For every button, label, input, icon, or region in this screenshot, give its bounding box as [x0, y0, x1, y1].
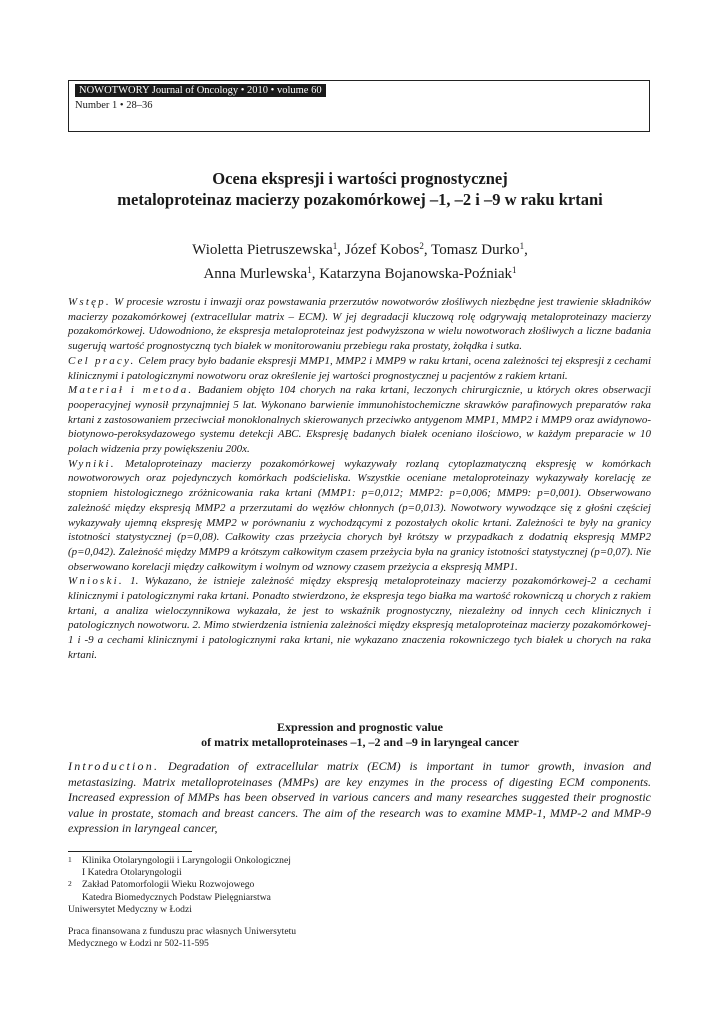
funding-line: Praca finansowana z funduszu prac własnych Uniwersytetu [68, 926, 297, 937]
authors [60, 236, 660, 284]
abstract-pl [68, 295, 651, 663]
title-line-2: metaloproteinaz macierzy pozakomórkowej –1, –2 i –9 w raku krtani [117, 190, 603, 209]
section-label: Wnioski. [68, 575, 124, 588]
authors-line-2: Anna Murlewska$^1$, Katarzyna Bojanowska-Poźniak$^1$ [203, 265, 517, 282]
section-text: Celem pracy było badanie ekspresji MMP1, MMP2 i MMP9 w raku krtani, ocena zależności tej ekspresji z cechami klinicznymi i patologicznymi nowotworu oraz określenie jej wartości prognostycznej u pacjentów z rakiem krtani. [68, 354, 652, 382]
footnote-line: Zakład Patomorfologii Wieku Rozwojowego [82, 879, 255, 891]
footnotes [68, 855, 388, 916]
abstract-section-wyniki [68, 457, 651, 575]
abstract-en [68, 759, 651, 837]
journal-name: NOWOTWORY Journal of Oncology • 2010 • volume 60 [75, 84, 326, 97]
footnote-line: Klinika Otolaryngologii i Laryngologii Onkologicznej [82, 855, 291, 866]
section-text: Badaniem objęto 104 chorych na raka krtani, leczonych chirurgicznie, u których okres obserwacji pooperacyjnej wynosił przynajmniej 5 lat. Wykonano barwienie immunohistochemiczne skrawków parafinowych preparatów raka krtani z zastosowaniem przeciwciał monoklonalnych skierowanych przeciwko antygenom MMP1, MMP2 i MMP9 oraz awidynowo-biotynowo-peroksydazowego systemu detekcji ABC. Ekspresję badanych białek oceniano ilościowo, w każdym preparacie w 10 polach widzenia przy powiększeniu 200x. [68, 384, 651, 456]
section-text: 1. Wykazano, że istnieje zależność między ekspresją metaloproteinazy macierzy pozakomórkowej-2 a cechami klinicznymi i patologicznymi raka krtani. Ponadto stwierdzono, że ekspresja tego białka ma wartość rokowniczą u chorych z rakiem krtani, a analiza wieloczynnikowa wykazała, że jest to wskaźnik prognostyczny, niezależny od innych cech klinicznych i patologicznych nowotworu. 2. Mimo stwierdzenia istnienia zależności między ekspresją metaloproteinaz macierzy pozakomórkowej-1 i -9 a cechami klinicznymi i patologicznymi raka krtani, nie wykazano znaczenia rokowniczego tych białek u chorych na raka krtani. [68, 575, 651, 661]
article-title-pl [60, 168, 660, 210]
abstract-section-introduction [68, 759, 651, 837]
footnote-university: Uniwersytet Medyczny w Łodzi [68, 903, 192, 915]
footnote-2 [68, 879, 388, 903]
footnote-line: I Katedra Otolaryngologii [82, 867, 182, 879]
section-label: Introduction. [68, 759, 160, 773]
affiliation-mark: 1 [519, 241, 525, 251]
title-en-line-2: of matrix metalloproteinases –1, –2 and –9 in laryngeal cancer [201, 735, 519, 749]
footnote-mark: 1 [68, 855, 72, 864]
abstract-section-cel [68, 354, 651, 383]
section-text: W procesie wzrostu i inwazji oraz powstawania przerzutów nowotworów złośliwych niezbędne jest trawienie składników macierzy pozakomórkowej (extracellular matrix – ECM). W jej degradacji kluczową rolę odgrywają metaloproteinazy macierzy pozakomórkowej. Udowodniono, że ekspresja metaloproteinaz jest podwyższona w wielu nowotworach złośliwych a liczne badania sugerują wartość prognostyczną tych białek w monitorowaniu przebiegu raka prostaty, żołądka i sutka. [68, 296, 652, 353]
section-label: Cel pracy. [68, 354, 136, 367]
author-name: Anna Murlewska [203, 266, 308, 282]
author-name: Józef Kobos [344, 242, 420, 258]
author-name: Katarzyna Bojanowska-Poźniak [319, 266, 513, 282]
abstract-section-wstep [68, 295, 651, 354]
abstract-section-metoda [68, 383, 651, 457]
author-name: Tomasz Durko [431, 242, 520, 258]
footnote-1 [68, 855, 388, 879]
footnote-divider [68, 851, 192, 852]
affiliation-mark: 1 [512, 265, 517, 275]
affiliation-mark: 2 [419, 241, 424, 251]
author-name: Wioletta Pietruszewska [192, 242, 333, 258]
section-text: Metaloproteinazy macierzy pozakomórkowej wykazywały rozlaną cytoplazmatyczną ekspresję w komórkach nowotworowych oraz pojedynczych komórkach podścieliska. Wszystkie oceniane metaloproteinazy wykazywały korelację ze stopniem histologicznego zróżnicowania raka krtani (MMP1: p=0,012; MMP2: p=0,006; MMP9: p=0,001). Obserwowano zależność między ekspresją MMP2 a przerzutami do węzłów chłonnych (p=0,013). Nowotwory wywodzące się z głośni częściej wykazywały ujemną ekspresję MMP2 w porównaniu z wychodzącymi z pozostałych okolic krtani. Zależności te były na granicy istotności statystycznej (p=0,08). Całkowity czas przeżycia chorych był krótszy w przypadkach z dodatnią ekspresją MMP2 (p=0,042). Zależność między MMP9 a krótszym całkowitym czasem przeżycia była na granicy istotności statystycznej (p=0,07). Nie obserwowano korelacji między całkowitym i wolnym od wznowy czasem przeżycia a ekspresją MMP1. [68, 457, 652, 573]
section-label: Materiał i metoda. [68, 384, 194, 397]
journal-header-box [68, 80, 650, 132]
article-title-en [60, 720, 660, 750]
funding-note [68, 926, 388, 950]
funding-line: Medycznego w Łodzi nr 502-11-595 [68, 938, 209, 950]
section-label: Wstęp. [68, 296, 111, 308]
affiliation-mark: 1 [307, 265, 312, 275]
section-label: Wyniki. [68, 457, 116, 470]
affiliation-mark: 1 [332, 241, 338, 251]
footnote-mark: 2 [68, 879, 72, 889]
authors-line-1: Wioletta Pietruszewska$^1$, Józef Kobos$^2$, Tomasz Durko$^1$, [192, 241, 528, 258]
footnote-line: Katedra Biomedycznych Podstaw Pielęgniarstwa [82, 891, 271, 903]
section-text: Degradation of extracellular matrix (ECM) is important in tumor growth, invasion and metastasizing. Matrix metalloproteinases (MMPs) are key enzymes in the process of digesting ECM components. Increased expression of MMPs has been observed in various cancers and many researches suggested their prognostic value in prostate, stomach and breast cancers. The aim of the research was to examine MMP-1, MMP-2 and MMP-9 expression in laryngeal cancer, [68, 759, 652, 836]
issue-info: Number 1 • 28–36 [75, 100, 153, 111]
title-en-line-1: Expression and prognostic value [277, 720, 443, 734]
abstract-section-wnioski [68, 574, 651, 662]
title-line-1: Ocena ekspresji i wartości prognostycznej [212, 169, 508, 188]
